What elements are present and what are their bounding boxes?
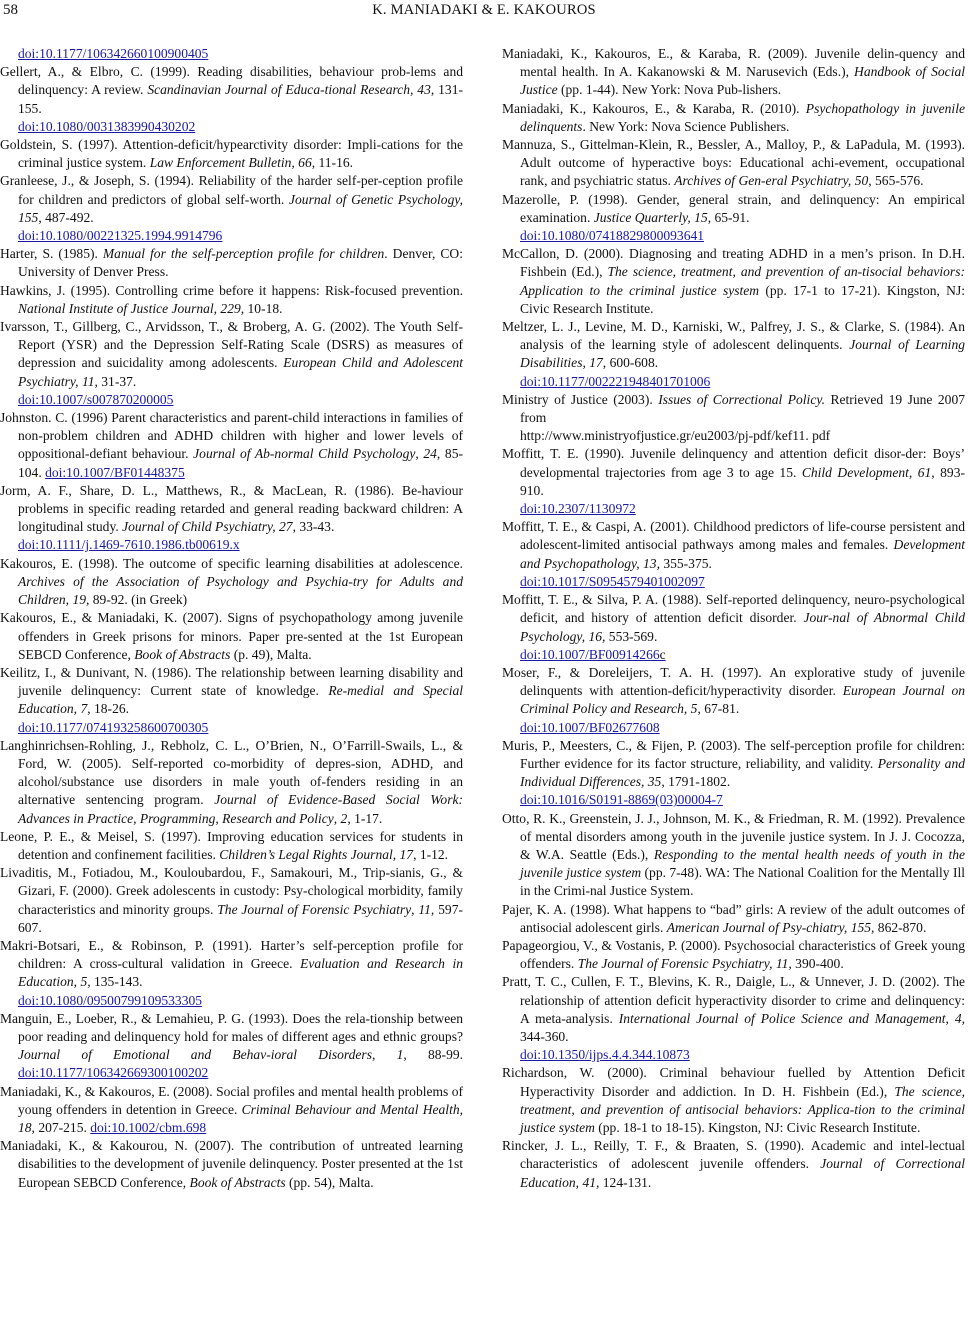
reference-text: Granleese, J., & Joseph, S. (1994). Reliability of the harder self-per-ception profile for children and predictors of global self-worth. (0, 173, 463, 207)
references-right-column (502, 45, 965, 1192)
doi-text[interactable]: doi:10.1002/cbm.698 (90, 1119, 207, 1135)
reference-source-italic: 11, (418, 901, 435, 917)
reference-text: , 1-17. (347, 810, 383, 826)
reference-entry (0, 828, 463, 864)
doi-text[interactable]: doi:10.1016/S0191-8869(03)00004-7 (520, 792, 723, 808)
reference-text: , 893-910. (520, 464, 965, 498)
reference-source-italic: Book of Abstracts (189, 1174, 286, 1190)
reference-entry (502, 445, 965, 500)
reference-source-italic: European Journal on Criminal Policy and Research, 5 (520, 683, 966, 717)
reference-source-italic: American Journal of Psy-chiatry, 155, (666, 919, 875, 935)
reference-text: , 85-104. (18, 446, 463, 480)
reference-text: (pp. 7-48). WA: The National Coalition for the Mentally Ill in the Crimi-nal Justice System. (520, 865, 965, 899)
reference-text: 344-360. (520, 1028, 569, 1044)
doi-link[interactable] (0, 992, 463, 1010)
reference-source-italic: Scandinavian Journal of Educa-tional Research, 43 (147, 82, 431, 98)
reference-text: Goldstein, S. (1997). Attention-deficit/hypearctivity disorder: Impli-cations for the criminal justice system. (0, 137, 463, 171)
reference-text: Papageorgiou, V., & Vostanis, P. (2000). Psychosocial characteristics of Greek young offenders. (502, 937, 965, 972)
reference-text: , 88-99. (403, 1047, 463, 1063)
reference-text: Makri-Botsari, E., & Robinson, P. (1991). Harter’s self-perception profile for children: A cross-cultural validation in Greece. (0, 937, 463, 972)
reference-source-italic: Justice Quarterly, 15 (593, 209, 708, 225)
doi-suffix: c (659, 646, 666, 662)
reference-entry (0, 482, 463, 537)
reference-text: 390-400. (791, 956, 844, 972)
doi-link[interactable] (502, 646, 965, 664)
doi-link[interactable] (502, 500, 965, 518)
reference-text: Hawkins, J. (1995). Controlling crime before it happens: Risk-focused prevention. (0, 282, 463, 298)
doi-text[interactable]: doi:10.1177/002221948401701006 (520, 373, 711, 389)
reference-text: (pp. 18-1 to 18-15). Kingston, NJ: Civic Research Institute. (594, 1119, 921, 1135)
doi-text[interactable]: doi:10.1007/BF00914266 (520, 646, 660, 662)
reference-source-italic: Manual for the self-perception profile for children (102, 246, 385, 262)
reference-text: Leone, P. E., & Meisel, S. (1997). Improving education services for students in detention and confinement facilities. (0, 828, 463, 862)
reference-entry (502, 136, 965, 191)
reference-text: 862-870. (874, 919, 927, 935)
reference-source-italic: Evaluation and Research in Education, 5, (18, 956, 463, 990)
doi-link[interactable] (0, 719, 463, 737)
reference-source-italic: Book of Abstracts (134, 646, 231, 662)
reference-text: Maniadaki, K., & Kakourou, N. (2007). The contribution of untreated learning disabilities to the development of juvenile delinquency. Poster presented at the 1st European SEBCD Conference, (0, 1138, 463, 1190)
reference-text: Otto, R. K., Greenstein, J. J., Johnson, M. K., & Friedman, R. M. (1992). Prevalence of mental disorders among youth in the juvenile justice system. In J. J. Cocozza, & W.A. Seattle (Eds.), (502, 810, 965, 862)
reference-source-italic: International Journal of Police Science and Management, 4, (618, 1010, 965, 1026)
reference-source-italic: 2 (340, 810, 348, 826)
reference-text: Gellert, A., & Elbro, C. (1999). Reading disabilities, behaviour prob-lems and delinquency: A review. (0, 64, 463, 98)
reference-text: McCallon, D. (2000). Diagnosing and treating ADHD in a men’s prison. In D.H. Fishbein (Ed.), (502, 246, 965, 280)
doi-text[interactable]: doi:10.1080/09500799109533305 (18, 992, 203, 1008)
reference-text: Maniadaki, K., Kakouros, E., & Karaba, R. (2009). Juvenile delin-quency and mental health. In A. Kakanowski & M. Narusevich (Eds.), (502, 46, 965, 80)
reference-entry (0, 318, 463, 391)
reference-text: Maniadaki, K., & Kakouros, E. (2008). Social profiles and mental health problems of young offenders in detention in Greece. (0, 1083, 463, 1117)
reference-entry (0, 172, 463, 227)
doi-text[interactable]: doi:10.1080/07418829800093641 (520, 228, 705, 244)
reference-text: Meltzer, L. J., Levine, M. D., Karniski, W., Palfrey, J. S., & Clarke, S. (1984). An analysis of the learning style of adolescent delinquents. (502, 319, 965, 353)
reference-text: Langhinrichsen-Rohling, J., Rebholz, C. L., O’Brien, N., O’Farrill-Swails, L., & Ford, W. (2005). Self-reported co-morbidity of depres-sion, ADHD, and alcohol/substance use disorders in male youth of-fenders residing in an alternative sentencing program. (0, 737, 463, 808)
reference-source-italic: Issues of Correctional Policy. (658, 391, 825, 407)
doi-link[interactable] (502, 573, 965, 591)
reference-text: Kakouros, E., & Maniadaki, K. (2007). Signs of psychopathology among juvenile offenders in Greek prisons for minors. Paper pre-sented at the 1st European SEBCD Conference, (0, 610, 463, 662)
page-number: 58 (3, 2, 18, 18)
reference-entry (0, 864, 463, 937)
reference-source-italic: 24 (423, 446, 437, 462)
doi-text[interactable]: doi:10.1007/s007870200005 (18, 391, 174, 407)
reference-source-italic: The science, treatment, and prevention of an-tisocial behaviors: Application to the criminal justice system (520, 264, 965, 298)
reference-text: , 31-37. (94, 373, 137, 389)
reference-entry (502, 245, 965, 318)
reference-text: 597-607. (18, 901, 463, 935)
reference-text: Jorm, A. F., Share, D. L., Matthews, R., & MacLean, R. (1986). Be-haviour problems in specific reading retarded and general reading backward children: A longitudinal study. (0, 482, 463, 535)
reference-source-italic: Archives of Gen-eral Psychiatry, 50 (674, 173, 869, 189)
doi-text[interactable]: doi:10.1007/BF02677608 (520, 719, 660, 735)
reference-text: , (411, 901, 419, 917)
reference-entry (502, 591, 965, 646)
reference-entry (502, 191, 965, 227)
reference-source-italic: Jour-nal of Abnormal Child Psychology, 16, (520, 610, 965, 644)
reference-entry (502, 937, 965, 973)
reference-text: , (371, 1047, 397, 1063)
reference-entry (0, 136, 463, 172)
reference-text: . New York: Nova Science Publishers. (582, 118, 790, 134)
reference-text: 124-131. (599, 1174, 652, 1190)
reference-entry (502, 901, 965, 937)
doi-text[interactable]: doi:10.1080/0031383990430202 (18, 118, 196, 134)
reference-entry (0, 937, 463, 992)
reference-text: , 565-576. (868, 173, 924, 189)
reference-text: Muris, P., Meesters, C., & Fijen, P. (2003). The self-perception profile for children: Further evidence for its factor structure, reliability, and validity. (502, 737, 965, 771)
reference-entry (502, 45, 965, 100)
reference-text: , (415, 446, 424, 462)
reference-source-italic: Journal of Learning Disabilities, 17 (520, 337, 965, 371)
reference-text: Rincker, J. L., Reilly, T. F., & Braaten, S. (1990). Academic and intel-lectual characteristics of adolescent juvenile offenders. (502, 1138, 965, 1172)
reference-text: Moffitt, T. E., & Caspi, A. (2001). Childhood predictors of life-course persistent and adolescent-limited antisocial pathways among males and females. (502, 519, 965, 553)
reference-entry (502, 318, 965, 373)
reference-entry (0, 282, 463, 318)
reference-entry (0, 737, 463, 828)
reference-entry (502, 973, 965, 1046)
reference-text: Kakouros, E. (1998). The outcome of specific learning disabilities at adolescence. (0, 555, 463, 571)
reference-text: , (333, 810, 341, 826)
reference-text: , 1-12. (413, 846, 449, 862)
reference-text: Moffitt, T. E. (1990). Juvenile delinquency and attention deficit disor-der: Boys’ developmental trajectories from age 3 to age 15. (502, 446, 965, 480)
reference-entry (502, 100, 965, 136)
reference-text: , 67-81. (697, 701, 740, 717)
reference-source-italic: Handbook of Social Justice (520, 64, 965, 98)
reference-text: , 487-492. (38, 209, 94, 225)
doi-link[interactable] (0, 45, 463, 63)
reference-entry (502, 737, 965, 792)
reference-entry (0, 1010, 463, 1083)
reference-text: Moffitt, T. E., & Silva, P. A. (1988). Self-reported delinquency, neuro-psychological deficit, and history of attention deficit disorder. (502, 592, 965, 626)
doi-link[interactable] (502, 791, 965, 809)
reference-text: (pp. 17-1 to 17-21). Kingston, NJ: Civic Research Institute. (520, 282, 965, 316)
reference-source-italic: The Journal of Forensic Psychiatry, 11, (577, 956, 792, 972)
reference-entry (502, 518, 965, 573)
reference-source-italic: Responding to the mental health needs of youth in the juvenile justice system (520, 846, 965, 881)
reference-text: Manguin, E., Loeber, R., & Lemahieu, P. G. (1993). Does the rela-tionship between poor reading and delinquency hold for males of different ages and ethnic groups? (0, 1010, 463, 1044)
reference-entry (0, 555, 463, 610)
reference-text: Pajer, K. A. (1998). What happens to “bad” girls: A review of the adult outcomes of antisocial adolescent girls. (502, 901, 965, 935)
reference-entry (502, 1137, 965, 1192)
reference-entry (502, 1064, 965, 1137)
reference-text: Johnston. C. (1996) Parent characteristics and parent-child interactions in families of non-problem children and ADHD children with higher and lower levels of oppositional-defiant behaviour. (0, 410, 463, 462)
reference-text: Harter, S. (1985). (0, 246, 103, 262)
doi-text[interactable]: doi:10.1177/106342660100900405 (18, 46, 209, 61)
reference-text: , 600-608. (602, 355, 659, 371)
reference-entry (0, 1137, 463, 1192)
reference-source-italic: Law Enforcement Bulletin, 66 (149, 155, 312, 171)
reference-source-italic: Journal of Emotional and Behav-ioral Disorders (18, 1047, 372, 1063)
reference-entry (502, 664, 965, 719)
doi-link[interactable] (0, 391, 463, 409)
reference-text: 135-143. (90, 974, 143, 990)
reference-text: 355-375. (659, 555, 712, 571)
reference-text: . Denver, CO: University of Denver Press. (18, 246, 463, 280)
reference-text: , 10-18. (240, 300, 283, 316)
reference-source-italic: Child Development, 61 (801, 464, 932, 480)
reference-text: Moser, F., & Doreleijers, T. A. H. (1997). An explorative study of juvenile delinquents with attention-deficit/hyperactivity disorder. (502, 664, 965, 699)
reference-text: (pp. 54), Malta. (285, 1174, 374, 1190)
reference-text: , 1791-1802. (661, 774, 731, 790)
reference-entry (0, 63, 463, 118)
doi-link[interactable] (0, 536, 463, 554)
reference-text: Retrieved 19 June 2007 from (520, 391, 965, 426)
reference-source-italic: European Child and Adolescent Psychiatry, 11 (18, 355, 464, 389)
reference-text: Mazerolle, P. (1998). Gender, general strain, and delinquency: An empirical examination. (502, 191, 965, 225)
reference-url-line: http://www.ministryofjustice.gr/eu2003/pj-pdf/kef11. pdf (520, 428, 831, 444)
reference-text: Richardson, W. (2000). Criminal behaviour fuelled by Attention Deficit Hyperactivity Disorder and addiction. In D. H. Fishbein (Ed.), (502, 1065, 965, 1099)
reference-text: Pratt, T. C., Cullen, F. T., Blevins, K. R., Daigle, L., & Unnever, J. D. (2002). The relationship of attention deficit hyperactivity disorder to crime and delinquency: A meta-analysis. (502, 974, 965, 1026)
reference-source-italic: Development and Psychopathology, 13, (520, 537, 965, 571)
reference-text: 553-569. (605, 628, 658, 644)
reference-entry (0, 245, 463, 281)
reference-source-italic: Re-medial and Special Education, 7 (18, 683, 463, 717)
reference-text: , 89-92. (in Greek) (86, 592, 188, 608)
reference-text: , 65-91. (707, 209, 750, 225)
reference-source-italic: Archives of the Association of Psychology and Psychia-try for Adults and Children, 19 (18, 573, 463, 608)
reference-text: , 33-43. (292, 519, 335, 535)
reference-source-italic: The science, treatment, and prevention of antisocial behaviors: Applica-tion to the criminal justice system (520, 1083, 965, 1135)
reference-source-italic: Journal of Ab-normal Child Psychology (193, 446, 416, 462)
doi-text[interactable]: doi:10.1177/074193258600700305 (18, 719, 209, 735)
reference-source-italic: Journal of Child Psychiatry, 27 (122, 519, 293, 535)
doi-link[interactable] (0, 118, 463, 136)
reference-text: , 18-26. (87, 701, 129, 717)
doi-text[interactable]: doi:10.1111/j.1469-7610.1986.tb00619.x (18, 537, 240, 553)
reference-source-italic: Criminal Behaviour and Mental Health, 18 (18, 1101, 463, 1135)
reference-entry (0, 1083, 463, 1138)
doi-text[interactable]: doi:10.1177/106342669300100202 (18, 1065, 209, 1081)
reference-text: Keilitz, I., & Dunivant, N. (1986). The relationship between learning disability and juvenile delinquency: Current state of knowledge. (0, 664, 463, 699)
doi-link[interactable] (0, 227, 463, 245)
reference-text: Livaditis, M., Fotiadou, M., Kouloubardou, F., Samakouri, M., Trip-sianis, G., & Gizari, F. (2000). Greek adolescents in custody: Psy-chological morbidity, family characteristics and minority groups. (0, 865, 463, 917)
reference-text: Ivarsson, T., Gillberg, C., Arvidsson, T., & Broberg, A. G. (2002). The Youth Self-Report (YSR) and the Depression Self-Rating Scale (DSRS) as measures of depression and suicidality among adolescents. (0, 319, 463, 371)
reference-text: , 131-155. (18, 82, 463, 116)
doi-text[interactable]: doi:10.1017/S0954579401002097 (520, 573, 705, 589)
reference-entry (502, 810, 965, 901)
reference-source-italic: Journal of Evidence-Based Social Work: Advances in Practice, Programming, Research and Policy (18, 792, 463, 826)
reference-source-italic: The Journal of Forensic Psychiatry (217, 901, 412, 917)
reference-source-italic: Journal of Correctional Education, 41, (520, 1156, 965, 1190)
reference-text: (p. 49), Malta. (230, 646, 312, 662)
doi-text[interactable]: doi:10.1350/ijps.4.4.344.10873 (520, 1047, 690, 1063)
doi-link[interactable] (502, 1046, 965, 1064)
reference-source-italic: Psychopathology in juvenile delinquents (520, 100, 965, 134)
reference-text: Mannuza, S., Gittelman-Klein, R., Bessler, A., Malloy, P., & LaPadula, M. (1993). Adult outcome of hyperactive boys: Educational achi-evement, occupational rank, and psychiatric status. (502, 137, 965, 189)
doi-link[interactable] (502, 373, 965, 391)
reference-source-italic: Journal of Genetic Psychology, 155 (18, 191, 463, 225)
reference-source-italic: 1 (396, 1047, 404, 1063)
doi-link[interactable] (502, 719, 965, 737)
reference-source-italic: Children’s Legal Rights Journal, 17 (219, 846, 414, 862)
reference-entry (0, 409, 463, 482)
references-left-column (0, 45, 463, 1192)
doi-link[interactable] (502, 227, 965, 245)
reference-source-italic: Personality and Individual Differences, 35 (520, 755, 965, 790)
running-head: K. MANIADAKI & E. KAKOUROS (372, 2, 596, 18)
reference-text: Ministry of Justice (2003). (502, 391, 659, 407)
doi-text[interactable]: doi:10.2307/1130972 (520, 501, 636, 517)
reference-text: Maniadaki, K., Kakouros, E., & Karaba, R. (2010). (502, 100, 806, 116)
reference-entry (0, 664, 463, 719)
reference-text: , 11-16. (311, 155, 353, 171)
reference-text: (pp. 1-44). New York: Nova Pub-lishers. (557, 82, 782, 98)
reference-entry (502, 391, 965, 427)
doi-text[interactable]: doi:10.1007/BF01448375 (45, 464, 185, 480)
reference-entry (0, 609, 463, 664)
reference-text: , 207-215. (31, 1119, 91, 1135)
doi-text[interactable]: doi:10.1080/00221325.1994.9914796 (18, 228, 223, 244)
reference-source-italic: National Institute of Justice Journal, 229 (18, 300, 241, 316)
